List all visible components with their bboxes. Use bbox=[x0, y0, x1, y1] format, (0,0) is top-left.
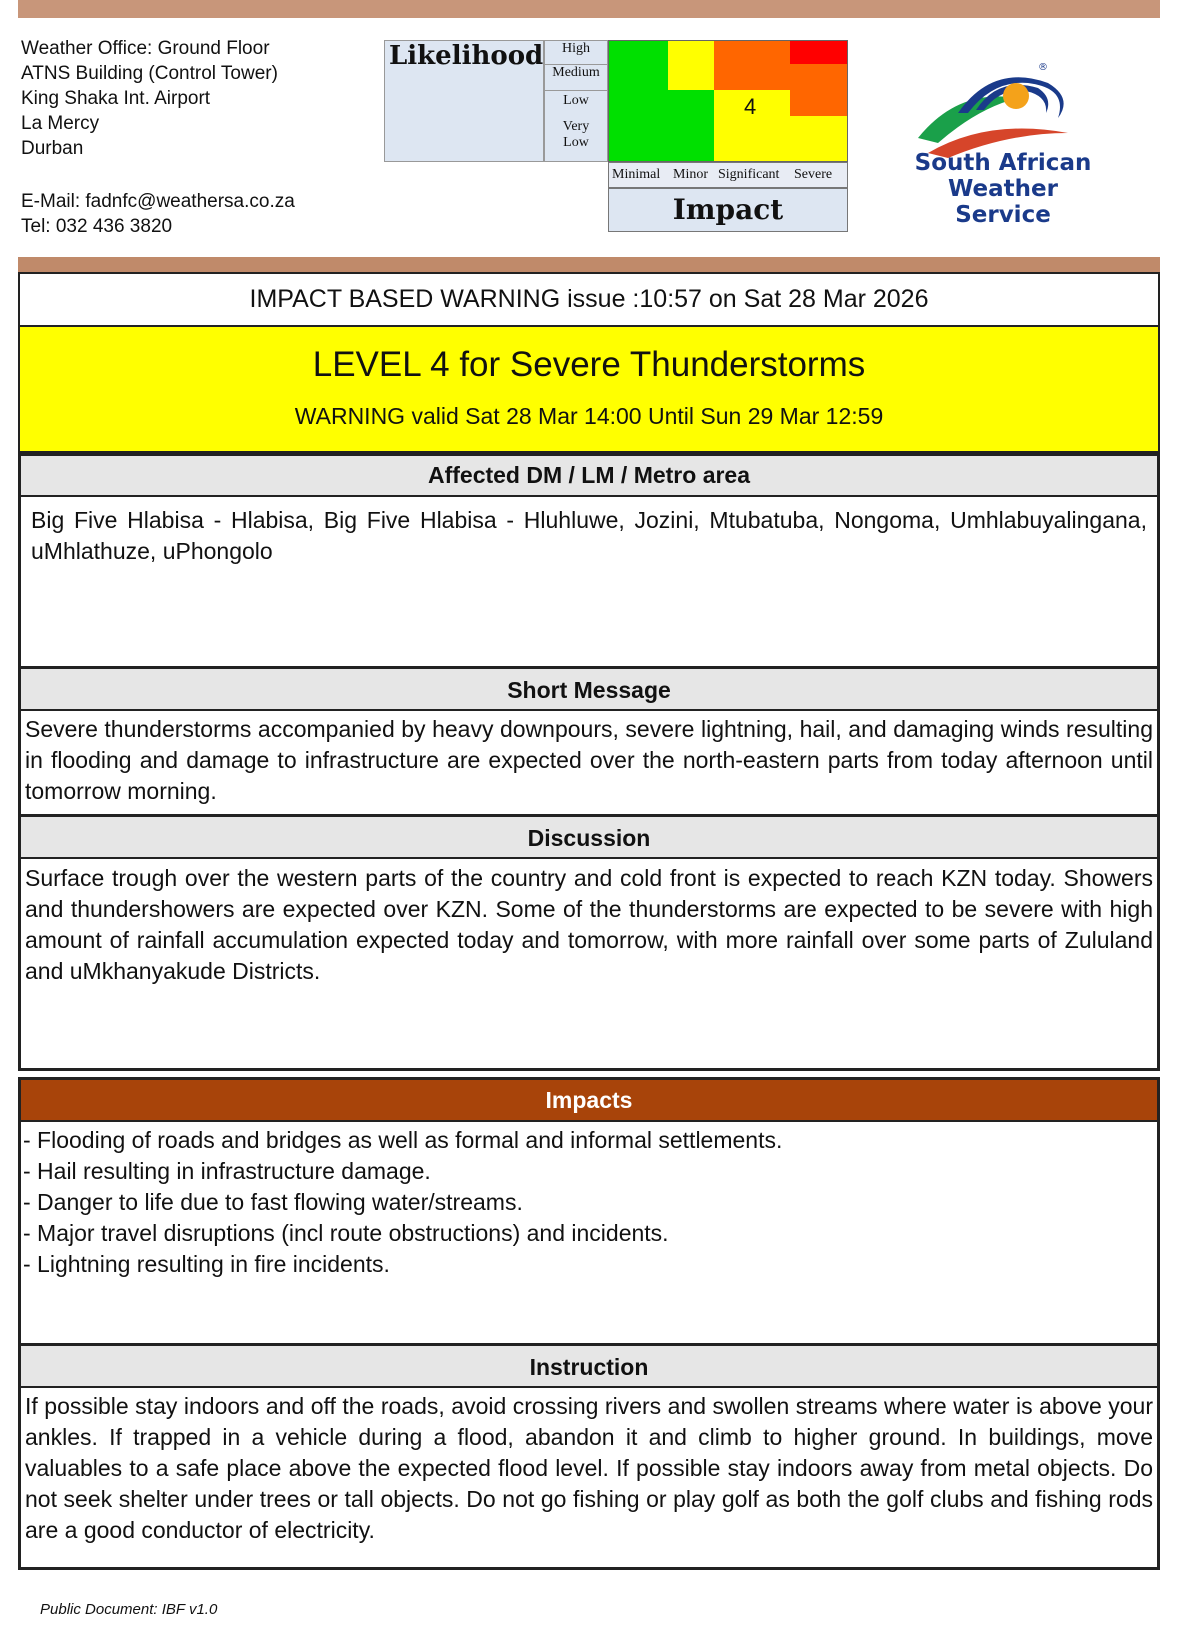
likelihood-title: Likelihood bbox=[389, 41, 544, 71]
affected-section bbox=[18, 453, 1160, 669]
issue-line: IMPACT BASED WARNING issue :10:57 on Sat 28 Mar 2026 bbox=[18, 272, 1160, 327]
logo-line2: Weather Service bbox=[948, 176, 1058, 228]
level-marker: 4 bbox=[744, 94, 757, 119]
short-message-text: Severe thunderstorms accompanied by heavy downpours, severe lightning, hail, and damaging winds resulting in flooding and damage to infrastructure are expected over the north-eastern parts from today afternoon until tomorrow morning. bbox=[25, 716, 1153, 804]
likelihood-high: High bbox=[562, 41, 590, 56]
registered-mark: ® bbox=[1038, 62, 1048, 73]
likelihood-panel bbox=[384, 40, 544, 162]
likelihood-very: Very bbox=[562, 119, 590, 134]
grid-border bbox=[608, 40, 848, 162]
impact-title: Impact bbox=[608, 188, 848, 232]
impact-levels bbox=[608, 162, 848, 188]
address-line: King Shaka Int. Airport bbox=[21, 88, 211, 109]
risk-matrix bbox=[384, 40, 848, 232]
short-message-heading: Short Message bbox=[21, 669, 1157, 711]
instruction-text: If possible stay indoors and off the roads, avoid crossing rivers and swollen streams where water is above your ankles. If trapped in a vehicle during a flood, abandon it and climb to higher ground. In buildings, move valuables to a safe place above the expected flood level. If possible stay indoors away from metal objects. Do not seek shelter under trees or tall objects. Do not go fishing or play golf as both the golf clubs and fishing rods are a good conductor of electricity. bbox=[25, 1393, 1153, 1543]
likelihood-low: Low bbox=[563, 93, 589, 108]
address-line: ATNS Building (Control Tower) bbox=[21, 63, 278, 84]
logo-wordmark bbox=[898, 150, 1108, 228]
level-title: LEVEL 4 for Severe Thunderstorms bbox=[312, 345, 866, 384]
impact-minor: Minor bbox=[673, 167, 708, 182]
address-line: Durban bbox=[21, 138, 84, 159]
top-decorative-bar bbox=[18, 0, 1160, 18]
affected-heading: Affected DM / LM / Metro area bbox=[21, 456, 1157, 497]
likelihood-medium: Medium bbox=[552, 65, 600, 80]
likelihood-very-low: Low bbox=[563, 135, 589, 150]
document-footer: Public Document: IBF v1.0 bbox=[40, 1601, 218, 1618]
row-divider bbox=[545, 64, 607, 65]
short-message-section bbox=[18, 669, 1160, 817]
impacts-section bbox=[18, 1077, 1160, 1346]
impact-minimal: Minimal bbox=[612, 167, 661, 182]
impact-item: - Lightning resulting in fire incidents. bbox=[23, 1251, 390, 1277]
impacts-heading: Impacts bbox=[21, 1080, 1157, 1122]
level-banner bbox=[18, 327, 1160, 453]
impact-item: - Danger to life due to fast flowing water/streams. bbox=[23, 1189, 523, 1215]
impact-item: - Hail resulting in infrastructure damage. bbox=[23, 1158, 431, 1184]
phone-text: Tel: 032 436 3820 bbox=[21, 216, 173, 237]
discussion-text: Surface trough over the western parts of the country and cold front is expected to reach KZN today. Showers and thundershowers are expected over KZN. Some of the thunderstorms are expected to be severe with high amount of rainfall accumulation expected today and tomorrow, with more rainfall over some parts of Zululand and uMkhanyakude Districts. bbox=[25, 865, 1153, 984]
logo-line1: South African bbox=[914, 150, 1092, 176]
impact-significant: Significant bbox=[718, 167, 780, 182]
instruction-section bbox=[18, 1346, 1160, 1570]
row-divider bbox=[545, 90, 607, 91]
address-line: La Mercy bbox=[21, 113, 100, 134]
discussion-section bbox=[18, 817, 1160, 1071]
valid-period: WARNING valid Sat 28 Mar 14:00 Until Sun 29 Mar 12:59 bbox=[294, 403, 884, 429]
header-divider-bar bbox=[18, 257, 1160, 273]
instruction-heading: Instruction bbox=[21, 1346, 1157, 1388]
office-address bbox=[21, 36, 278, 161]
address-line: Weather Office: Ground Floor bbox=[21, 38, 270, 59]
office-contact bbox=[21, 189, 295, 239]
impact-item: - Flooding of roads and bridges as well as formal and informal settlements. bbox=[23, 1127, 783, 1153]
likelihood-levels bbox=[544, 40, 608, 162]
warning-document bbox=[18, 272, 1160, 1570]
email-text[interactable]: E-Mail: fadnfc@weathersa.co.za bbox=[21, 191, 295, 212]
impacts-list bbox=[21, 1122, 1157, 1280]
affected-text: Big Five Hlabisa - Hlabisa, Big Five Hlabisa - Hluhluwe, Jozini, Mtubatuba, Nongoma, Umhlabuyalingana, uMhlathuze, uPhongolo bbox=[31, 507, 1147, 564]
impact-severe: Severe bbox=[794, 167, 833, 182]
discussion-heading: Discussion bbox=[21, 817, 1157, 859]
impact-item: - Major travel disruptions (incl route obstructions) and incidents. bbox=[23, 1220, 669, 1246]
logo-sun bbox=[1003, 83, 1029, 109]
